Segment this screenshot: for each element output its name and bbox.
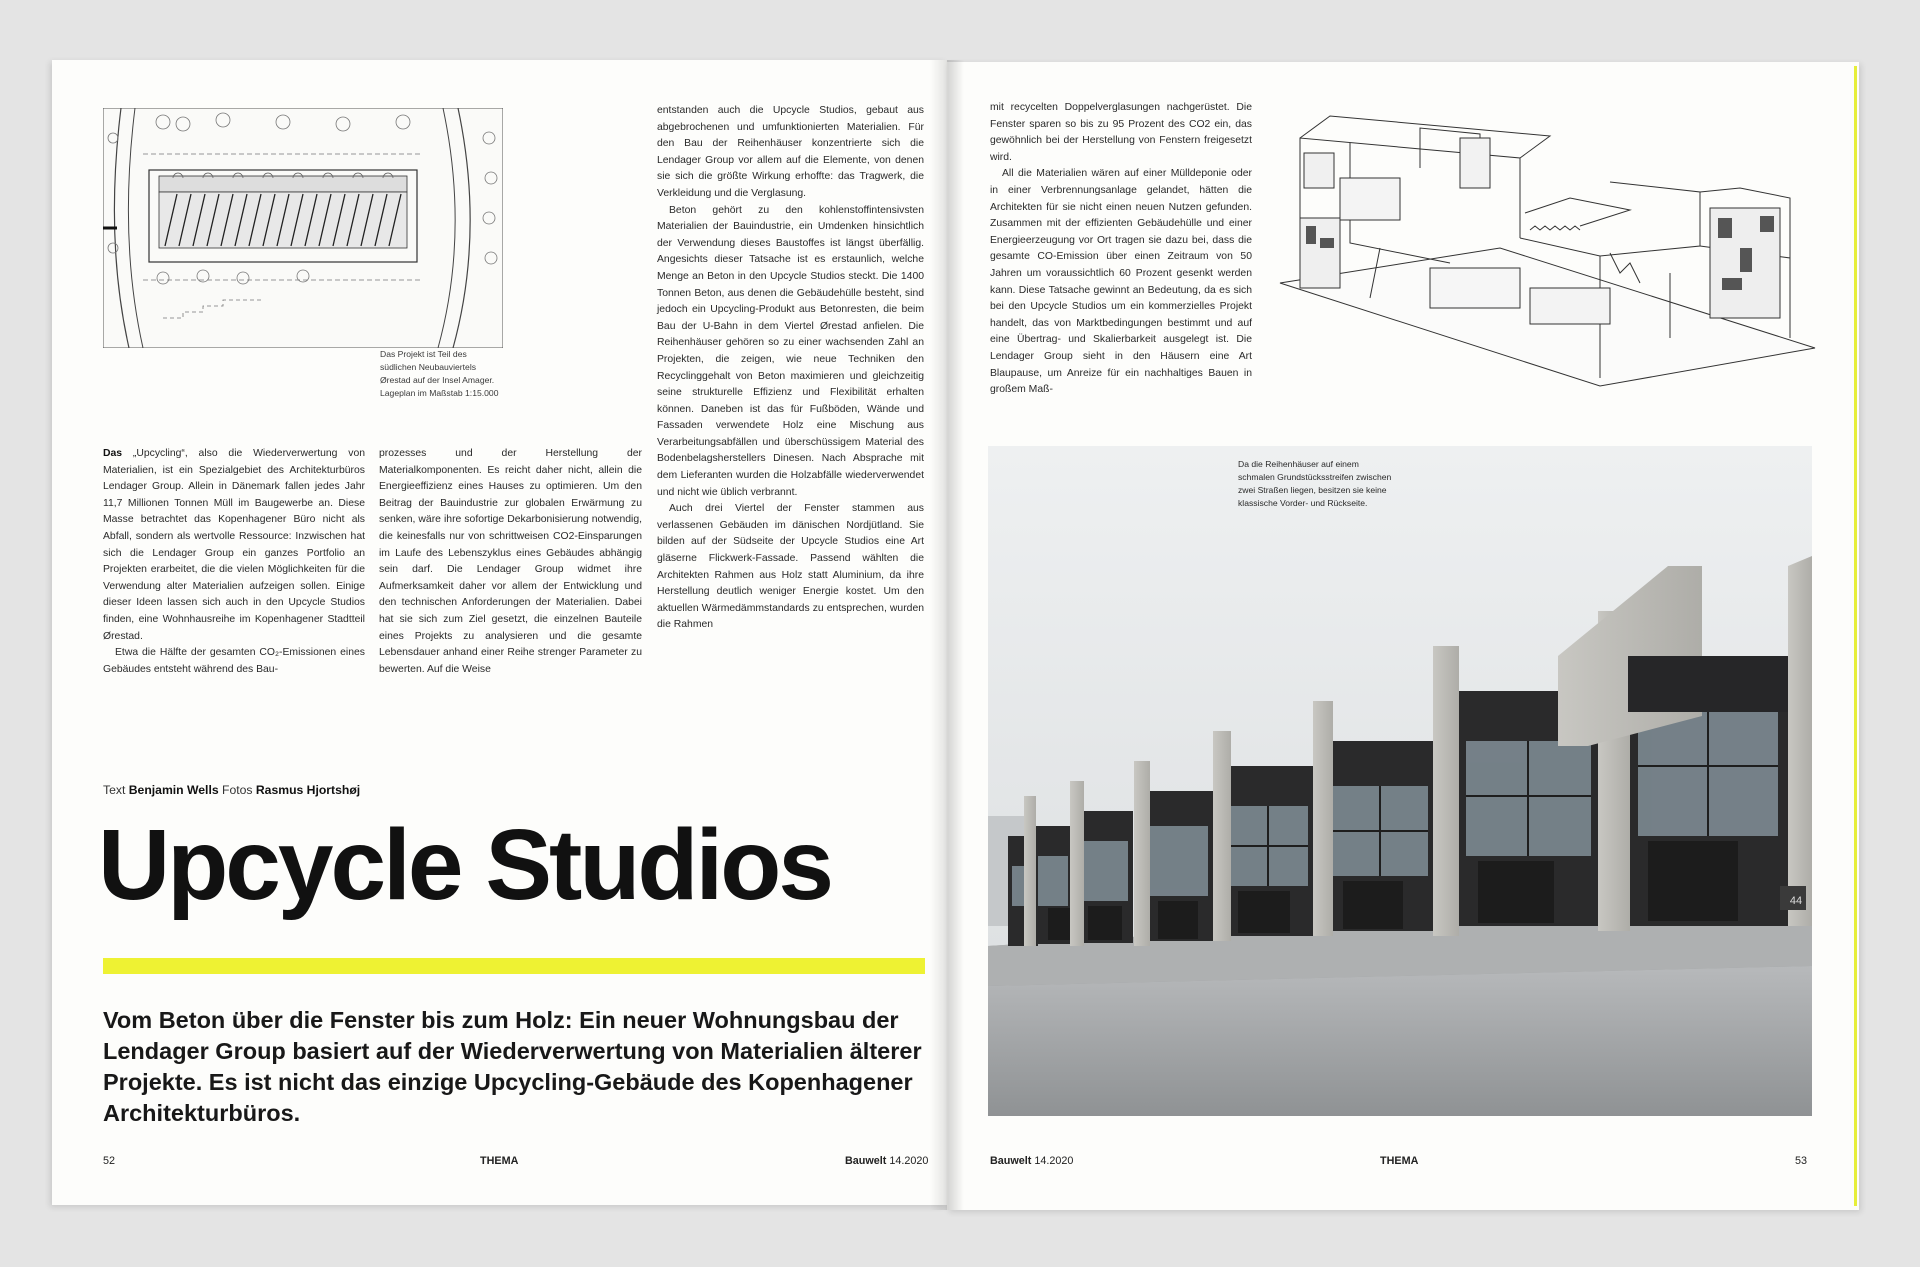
left-issue: 14.2020	[889, 1155, 929, 1167]
photo-caption: Da die Reihenhäuser auf einem schmalen Grundstücksstreifen zwischen zwei Straßen liegen, besitzen sie keine klassische Vorder- und Rückseite.	[1238, 459, 1392, 508]
col1-lead-word: Das	[103, 448, 123, 459]
credits-photos-label: Fotos	[222, 783, 253, 797]
credits-photographer: Rasmus Hjortshøj	[255, 783, 361, 797]
right-issue: 14.2020	[1034, 1155, 1074, 1167]
right-section-label	[1380, 1155, 1418, 1167]
col3-paragraph-2: Beton gehört zu den kohlenstoffintensivsten Materialien der Bauindustrie, ein Umdenken hinsichtlich der Verwendung dieses Baustoffes ist längst überfällig. Angesichts dieser Tatsache ist es erstaunlich, welche Menge an Beton in den Upcycle Studios steckt. Die 1400 Tonnen Beton, aus denen die Gebäudehülle besteht, sind jedoch ein Upcycling-Produkt aus Betonresten, die beim Bau der U-Bahn in dem Viertel Ørestad anfielen. Die Reihenhäuser gehören so zu einer wachsenden Zahl an Projekten, die zeigen, wie neue Techniken den Recyclinggehalt von Beton maximieren und gleichzeitig seine strukturelle Effizienz und Flexibilität erhalten können. Daneben ist das für Fußböden, Wände und Fassaden verwendete Holz eine Mischung aus Verarbeitungsabfällen und überschüssigem Material des Bodenbelagsherstellers Dinesen. Nach Absprache mit dem Lieferanten wurden die Holzabfälle wiederverwendet und nicht wie üblich verbrannt.	[657, 204, 924, 498]
right-page-number: 53	[1795, 1155, 1808, 1167]
col1-paragraph-1: „Upcycling“, also die Wiederverwertung von Materialien, ist ein Spezialgebiet des Architekturbüros Lendager Group. Allein in Dänemark fallen jedes Jahr 11,7 Millionen Tonnen Müll im Baugewerbe an. Diese Masse betrachtet das Kopenhagener Büro nicht als Abfall, sondern als wertvolle Ressource: Inzwischen hat sich die Lendager Group ein ganzes Portfolio an Projekten erarbeitet, die die vielen Möglichkeiten für die Verwendung alter Materialien aufzeigen sollen. Einige dieser Ideen lassen sich auch in den Upcycle Studios finden, eine Wohnhausreihe im Kopenhagener Stadtteil Ørestad.	[103, 448, 365, 642]
site-plan-caption: Das Projekt ist Teil des südlichen Neubauviertels Ørestad auf der Insel Amager. Lageplan im Maßstab 1:15.000	[380, 349, 499, 398]
photo-house-number: 44	[1789, 895, 1803, 907]
site-plan-drawing	[103, 108, 503, 348]
article-credits	[103, 783, 360, 797]
text-column-2	[379, 446, 642, 678]
spine-gutter	[930, 60, 964, 1210]
credits-author: Benjamin Wells	[128, 783, 219, 797]
col2-paragraph-1: prozesses und der Herstellung der Materialkomponenten. Es reicht daher nicht, allein die Energieeffizienz eines Hauses zu optimieren. Um den Beitrag der Bauindustrie zur globalen Erwärmung zu senken, wäre ihre sofortige Dekarbonisierung notwendig, die keinesfalls nur von schrittweisen CO2-Einsparungen im Laufe des Lebenszyklus eines Gebäudes abhängig sein darf. Die Lendager Group widmet ihre Aufmerksamkeit daher vor allem der Entwicklung und den technischen Anforderungen der Materialien. Dabei hat sie sich zum Ziel gesetzt, die einzelnen Bauteile eines Projekts zu analysieren und die gesamte Lebensdauer anhand einer Reihe strenger Parameter zu bewerten. Auf die Weise	[379, 448, 642, 675]
title-highlight-bar	[103, 958, 925, 974]
text-column-4	[990, 100, 1252, 399]
col3-paragraph-3: Auch drei Viertel der Fenster stammen aus verlassenen Gebäuden im dänischen Nordjütland. Sie bilden auf der Südseite der Upcycle Studios eine Art gläserne Flickwerk-Fassade. Passend wählten die Architekten Rahmen aus Holz statt Aluminium, da ihre Herstellung deutlich weniger Energie kostet. Um den aktuellen Wärmedämmstandards zu entsprechen, wurden die Rahmen	[657, 503, 924, 631]
col4-paragraph-2: All die Materialien wären auf einer Mülldeponie oder in einer Verbrennungsanlage gelandet, hätten die Architekten für sie nicht einen neuen Nutzen gefunden. Zusammen mit der effizienten Gebäudehülle und einer Energieerzeugung vor Ort tragen sie dazu bei, dass die gesamte CO-Emission über einen Zeitraum von 50 Jahren um voraussichtlich 60 Prozent gesenkt werden kann. Diese Tatsache gewinnt an Bedeutung, da es sich bei den Upcycle Studios um ein kommerzielles Projekt handelt, das von Marktbedingungen bestimmt und auf eine Übertrag- und Skalierbarkeit ausgelegt ist. Die Lendager Group sieht in den Häusern eine Art Blaupause, um Anreize für ein nachhaltiges Bauen in großem Maß-	[990, 168, 1252, 396]
left-magazine: Bauwelt	[845, 1155, 887, 1167]
article-title: Upcycle Studios	[98, 809, 831, 921]
rowhouse-photo	[988, 446, 1812, 1116]
left-magazine-issue	[845, 1155, 928, 1167]
col4-paragraph-1: mit recycelten Doppelverglasungen nachgerüstet. Die Fenster sparen so bis zu 95 Prozent des CO2 ein, das gewöhnlich bei der Herstellung von Fenstern freigesetzt wird.	[990, 102, 1252, 163]
left-page-number: 52	[103, 1155, 116, 1167]
axonometric-section-drawing	[1270, 98, 1830, 388]
credits-text-label: Text	[103, 783, 126, 797]
right-section-text: THEMA	[1380, 1155, 1419, 1167]
col3-paragraph-1: entstanden auch die Upcycle Studios, gebaut aus abgebrochenen und umfunktionierten Materialien. Für den Bau der Reihenhäuser konzentrierte sich die Lendager Group vor allem auf die Elemente, von denen sie sich die größte Wirkung erhoffte: das Tragwerk, die Verkleidung und die Verglasung.	[657, 105, 924, 199]
left-section-label	[480, 1155, 518, 1167]
col1-paragraph-2: Etwa die Hälfte der gesamten CO₂-Emissionen eines Gebäudes entsteht während des Bau-	[103, 647, 365, 675]
text-column-3	[657, 103, 924, 634]
right-magazine-issue	[990, 1155, 1073, 1167]
article-lead: Vom Beton über die Fenster bis zum Holz: Ein neuer Wohnungsbau der Lendager Group basiert auf der Wiederverwertung von Materialien älterer Projekte. Es ist nicht das einzige Upcycling-Gebäude des Kopenhagener Architekturbüros.	[103, 1007, 922, 1126]
left-section-text: THEMA	[480, 1155, 519, 1167]
yellow-page-edge	[1854, 66, 1857, 1206]
right-magazine: Bauwelt	[990, 1155, 1032, 1167]
text-column-1	[103, 446, 365, 678]
